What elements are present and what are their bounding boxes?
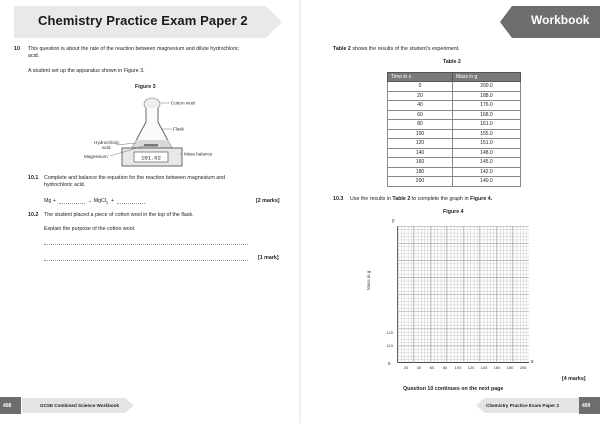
table-header-mass: Mass in g (452, 73, 520, 82)
x-axis-letter: x (531, 359, 534, 365)
question-10-text-line1: This question is about the rate of the reaction between magnesium and dilute hydrochloric (28, 46, 239, 52)
table-row: 0 200.0 (388, 82, 521, 92)
equation-plus: + (111, 198, 115, 204)
table-row: 100 155.0 (388, 129, 521, 139)
balance-reading: 101.02 (141, 154, 161, 162)
label-hydrochloric: Hydrochloric (94, 140, 120, 145)
apparatus-diagram (80, 96, 230, 168)
results-table (387, 72, 521, 187)
equation-product: → MgCl$_2$ (87, 198, 109, 206)
page-title: Chemistry Practice Exam Paper 2 (38, 13, 248, 28)
label-cotton-wool: Cotton wool (171, 100, 196, 106)
x-tick: 120 (467, 365, 475, 370)
y-axis-title: Mass in g (366, 270, 371, 290)
question-10-number: 10 (14, 46, 20, 52)
question-10-text-line2: acid. (28, 53, 40, 59)
x-tick: 180 (506, 365, 514, 370)
label-flask: Flask (173, 126, 184, 132)
y-tick-110: 110 (386, 343, 393, 348)
question-10-3-number: 10.3 (333, 196, 344, 202)
table-row: 20 188.0 (388, 91, 521, 101)
question-10-2-marks: [1 mark] (258, 255, 279, 261)
equation-blank-2[interactable] (117, 203, 145, 204)
answer-line-1[interactable] (44, 244, 248, 245)
setup-text: A student set up the apparatus shown in Figure 3. (28, 68, 145, 74)
table-header-time: Time in s (388, 73, 453, 82)
x-tick: 80 (442, 365, 448, 370)
label-mass-balance: Mass balance (184, 151, 213, 157)
book-gutter (299, 0, 301, 423)
right-footer-text: Chemistry Practice Exam Paper 2 (486, 403, 560, 408)
x-tick: 20 (403, 365, 409, 370)
table-row: 180 142.0 (388, 167, 521, 177)
table-row: 80 161.0 (388, 120, 521, 130)
answer-line-2[interactable] (44, 260, 248, 261)
table-row: 200 140.0 (388, 177, 521, 187)
y-tick-120: 120 (386, 330, 393, 335)
x-tick: 140 (480, 365, 488, 370)
figure-4-title: Figure 4 (443, 209, 464, 215)
table-row: 60 168.0 (388, 110, 521, 120)
x-tick: 40 (416, 365, 422, 370)
workbook-label: Workbook (531, 13, 590, 27)
question-10-2-prompt: Explain the purpose of the cotton wool. (44, 226, 136, 232)
question-10-2-text: The student placed a piece of cotton wool in the top of the flask. (44, 212, 194, 218)
question-10-1-text-line1: Complete and balance the equation for the reaction between magnesium and (44, 175, 226, 181)
question-10-1-text-line2: hydrochloric acid. (44, 182, 86, 188)
table-row: 40 176.0 (388, 101, 521, 111)
x-tick: 160 (493, 365, 501, 370)
equation-reactant: Mg + (44, 198, 56, 204)
question-10-1-marks: [2 marks] (256, 198, 280, 204)
figure-3-title: Figure 3 (135, 84, 156, 90)
table-row: 120 151.0 (388, 139, 521, 149)
table-row: 160 145.0 (388, 158, 521, 168)
question-10-2-number: 10.2 (28, 212, 39, 218)
left-footer-text: GCSE Combined Science Workbook (40, 403, 120, 408)
magnesium-ribbon (144, 144, 158, 147)
label-acid: acid (102, 145, 111, 150)
table-intro: Table 2 shows the results of the student's experiment. (333, 46, 460, 52)
label-magnesium: Magnesium (84, 154, 108, 159)
x-tick: 200 (519, 365, 527, 370)
table-2-title: Table 2 (443, 59, 461, 65)
x-tick: 100 (454, 365, 462, 370)
continues-note: Question 10 continues on the next page (403, 386, 504, 392)
question-10-3-text: Use the results in Table 2 to complete the graph in Figure 4. (350, 196, 493, 202)
graph-origin: 0 (388, 361, 391, 366)
graph-major-grid (397, 226, 529, 363)
question-10-1-number: 10.1 (28, 175, 39, 181)
question-10-3-marks: [4 marks] (562, 376, 586, 382)
equation-blank-1[interactable] (59, 203, 85, 204)
table-row: 140 148.0 (388, 148, 521, 158)
left-page-number: 408 (3, 403, 12, 409)
y-axis-letter: y (392, 218, 395, 224)
right-page-number: 409 (582, 403, 591, 409)
x-tick: 60 (429, 365, 435, 370)
